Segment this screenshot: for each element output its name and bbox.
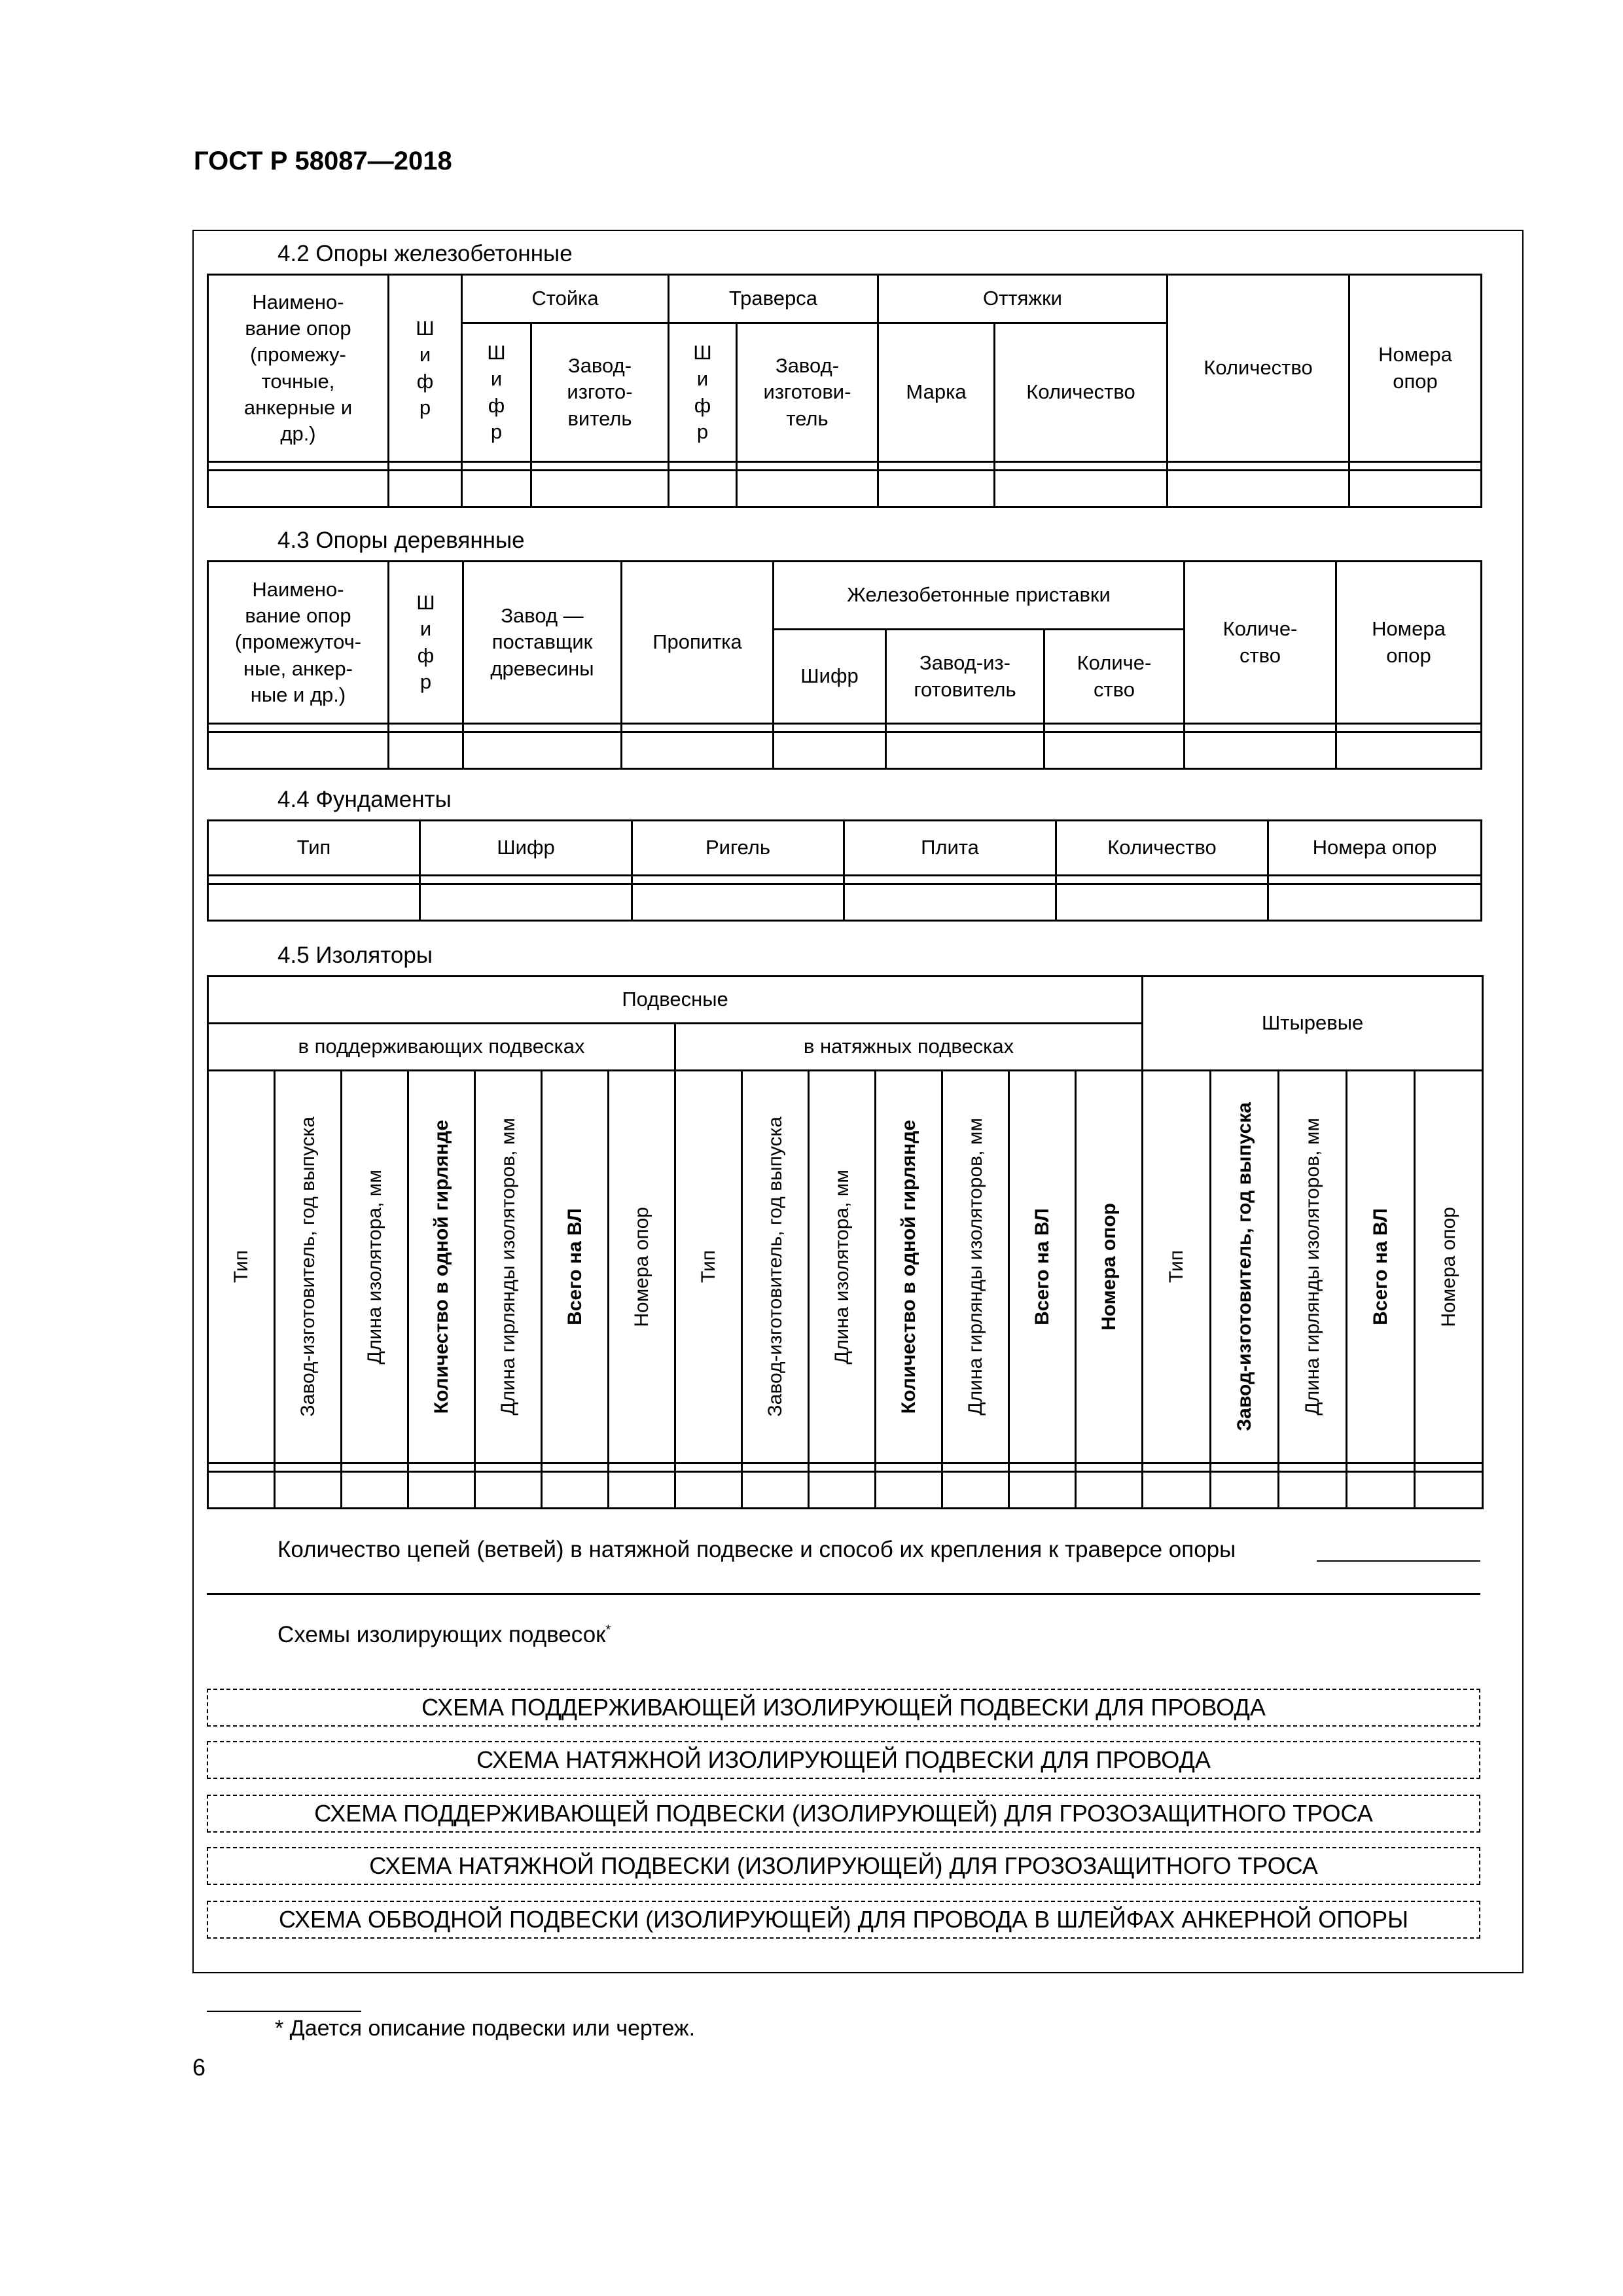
header-pin-col-0: [1143, 1071, 1211, 1463]
table-cell[interactable]: [1279, 1472, 1347, 1509]
header-pole-numbers: Номера опор: [1268, 821, 1482, 876]
header-cipher: Шифр: [420, 821, 632, 876]
rotated-header-label: Всего на ВЛ: [1031, 1208, 1053, 1325]
schemes-title: Схемы изолирующих подвесок*: [277, 1622, 611, 1647]
table-foundations: [207, 819, 1482, 922]
table-cell[interactable]: [408, 1472, 475, 1509]
header-quantity: Количество: [1168, 275, 1349, 462]
header-tension-suspensions: в натяжных подвесках: [675, 1024, 1143, 1071]
header-impregnation: Пропитка: [622, 562, 774, 724]
rotated-header-label: Длина гирлянды изоляторов, мм: [965, 1118, 986, 1416]
table-row: [208, 732, 1482, 769]
header-attachment-cipher: Шифр: [774, 630, 886, 724]
header-column: Стойка: [462, 275, 669, 323]
chain-count-fill-line[interactable]: [1317, 1560, 1480, 1562]
document-code: ГОСТ Р 58087—2018: [194, 147, 452, 175]
rotated-header-label: Длина изолятора, мм: [831, 1169, 853, 1365]
scheme-box-tension-ground-wire[interactable]: СХЕМА НАТЯЖНОЙ ПОДВЕСКИ (ИЗОЛИРУЮЩЕЙ) ДЛЯ ГРОЗОЗАЩИТНОГО ТРОСА: [207, 1847, 1480, 1885]
rotated-header-label: Количество в одной гирлянде: [898, 1119, 919, 1414]
table-cell[interactable]: [542, 1472, 609, 1509]
table-cell[interactable]: [1415, 1472, 1483, 1509]
header-tension-col-1: [742, 1071, 809, 1463]
header-guy-grade: Марка: [878, 323, 995, 462]
header-pole-name: Наимено- вание опор (промежу- точные, анкерные и др.): [208, 275, 389, 462]
header-crossarm-cipher: Ш и ф р: [669, 323, 737, 462]
scheme-box-tension-conductor[interactable]: СХЕМА НАТЯЖНОЙ ИЗОЛИРУЮЩЕЙ ПОДВЕСКИ ДЛЯ ПРОВОДА: [207, 1741, 1480, 1779]
header-wood-supplier: Завод — поставщик древесины: [463, 562, 622, 724]
header-support-col-5: [542, 1071, 609, 1463]
table-cell[interactable]: [208, 1472, 275, 1509]
header-pole-numbers: Номера опор: [1336, 562, 1482, 724]
section-title-4-2: 4.2 Опоры железобетонные: [277, 241, 573, 266]
rotated-header-label: Длина гирлянды изоляторов, мм: [1302, 1118, 1324, 1416]
header-pin-type: Штыревые: [1143, 977, 1483, 1071]
scheme-box-support-ground-wire[interactable]: СХЕМА ПОДДЕРЖИВАЮЩЕЙ ПОДВЕСКИ (ИЗОЛИРУЮЩЕЙ) ДЛЯ ГРОЗОЗАЩИТНОГО ТРОСА: [207, 1795, 1480, 1833]
header-quantity: Количе- ство: [1185, 562, 1336, 724]
table-row: [208, 471, 1482, 507]
rotated-header-label: Номера опор: [1438, 1206, 1460, 1327]
header-type: Тип: [208, 821, 420, 876]
table-wooden-poles: [207, 560, 1482, 770]
table-cell[interactable]: [675, 1472, 742, 1509]
section-title-4-4: 4.4 Фундаменты: [277, 787, 452, 812]
header-attachment-quantity: Количе- ство: [1044, 630, 1185, 724]
header-support-col-4: [475, 1071, 542, 1463]
table-reinforced-concrete-poles: [207, 274, 1482, 508]
chain-count-second-line[interactable]: [207, 1593, 1480, 1595]
rotated-header-label: Тип: [230, 1250, 252, 1283]
rotated-header-label: Длина гирлянды изоляторов, мм: [497, 1118, 519, 1416]
header-concrete-attachments: Железобетонные приставки: [774, 562, 1185, 630]
header-support-suspensions: в поддерживающих подвесках: [208, 1024, 675, 1071]
chain-count-label: Количество цепей (ветвей) в натяжной подвеске и способ их крепления к траверсе опоры: [277, 1537, 1236, 1562]
header-suspension: Подвесные: [208, 977, 1143, 1024]
header-pole-name: Наимено- вание опор (промежуточ- ные, анкер- ные и др.): [208, 562, 389, 724]
table-row: [208, 884, 1482, 921]
table-row: [208, 1472, 1483, 1509]
scheme-box-bypass-conductor[interactable]: СХЕМА ОБВОДНОЙ ПОДВЕСКИ (ИЗОЛИРУЮЩЕЙ) ДЛЯ ПРОВОДА В ШЛЕЙФАХ АНКЕРНОЙ ОПОРЫ: [207, 1901, 1480, 1939]
table-cell[interactable]: [1143, 1472, 1211, 1509]
header-crossarm-manufacturer: Завод- изготови- тель: [737, 323, 878, 462]
rotated-header-label: Всего на ВЛ: [1370, 1208, 1392, 1325]
header-support-col-3: [408, 1071, 475, 1463]
scheme-box-support-conductor[interactable]: СХЕМА ПОДДЕРЖИВАЮЩЕЙ ИЗОЛИРУЮЩЕЙ ПОДВЕСКИ ДЛЯ ПРОВОДА: [207, 1689, 1480, 1727]
header-column-cipher: Ш и ф р: [462, 323, 531, 462]
rotated-header-label: Длина изолятора, мм: [364, 1169, 385, 1365]
header-tension-col-5: [1009, 1071, 1076, 1463]
header-pin-col-4: [1415, 1071, 1483, 1463]
header-tension-col-4: [942, 1071, 1009, 1463]
rotated-header-label: Номера опор: [1098, 1203, 1120, 1331]
page-number: 6: [192, 2054, 206, 2081]
table-cell[interactable]: [609, 1472, 675, 1509]
header-guy-quantity: Количество: [995, 323, 1168, 462]
rotated-header-label: Всего на ВЛ: [564, 1208, 586, 1325]
footnote-mark: *: [605, 1623, 611, 1638]
rotated-header-label: Завод-изготовитель, год выпуска: [297, 1117, 319, 1417]
table-cell[interactable]: [1347, 1472, 1415, 1509]
table-cell[interactable]: [742, 1472, 809, 1509]
header-quantity: Количество: [1056, 821, 1268, 876]
table-cell[interactable]: [809, 1472, 876, 1509]
rotated-header-label: Тип: [698, 1250, 719, 1283]
header-cipher: Ш и ф р: [389, 562, 463, 724]
table-cell[interactable]: [876, 1472, 942, 1509]
header-pin-col-2: [1279, 1071, 1347, 1463]
footnote: * Дается описание подвески или чертеж.: [275, 2016, 696, 2041]
table-cell[interactable]: [475, 1472, 542, 1509]
header-pin-col-1: [1211, 1071, 1279, 1463]
header-crossbar: Ригель: [632, 821, 844, 876]
table-cell[interactable]: [342, 1472, 408, 1509]
table-cell[interactable]: [942, 1472, 1009, 1509]
header-support-col-2: [342, 1071, 408, 1463]
rotated-header-label: Тип: [1166, 1250, 1188, 1283]
header-attachment-manufacturer: Завод-из- готовитель: [886, 630, 1044, 724]
rotated-header-label: Номера опор: [631, 1206, 652, 1327]
header-cipher: Ш и ф р: [389, 275, 462, 462]
header-crossarm: Траверса: [669, 275, 878, 323]
table-insulators: [207, 975, 1484, 1509]
rotated-header-label: Завод-изготовитель, год выпуска: [764, 1117, 786, 1417]
footnote-rule: [207, 2011, 361, 2012]
table-cell[interactable]: [1211, 1472, 1279, 1509]
header-support-col-0: [208, 1071, 275, 1463]
header-tension-col-6: [1076, 1071, 1143, 1463]
rotated-header-label: Завод-изготовитель, год выпуска: [1234, 1102, 1256, 1431]
section-title-4-3: 4.3 Опоры деревянные: [277, 528, 525, 553]
header-pole-numbers: Номера опор: [1349, 275, 1482, 462]
header-tension-col-0: [675, 1071, 742, 1463]
header-tension-col-2: [809, 1071, 876, 1463]
table-cell[interactable]: [1076, 1472, 1143, 1509]
section-title-4-5: 4.5 Изоляторы: [277, 942, 433, 968]
table-cell[interactable]: [1009, 1472, 1076, 1509]
rotated-header-label: Количество в одной гирлянде: [431, 1119, 452, 1414]
header-tension-col-3: [876, 1071, 942, 1463]
header-support-col-1: [275, 1071, 342, 1463]
rotated-headers-row: [208, 1071, 1483, 1463]
header-support-col-6: [609, 1071, 675, 1463]
header-pin-col-3: [1347, 1071, 1415, 1463]
header-column-manufacturer: Завод- изгото- витель: [531, 323, 669, 462]
header-guy-wires: Оттяжки: [878, 275, 1168, 323]
header-slab: Плита: [844, 821, 1056, 876]
table-cell[interactable]: [275, 1472, 342, 1509]
